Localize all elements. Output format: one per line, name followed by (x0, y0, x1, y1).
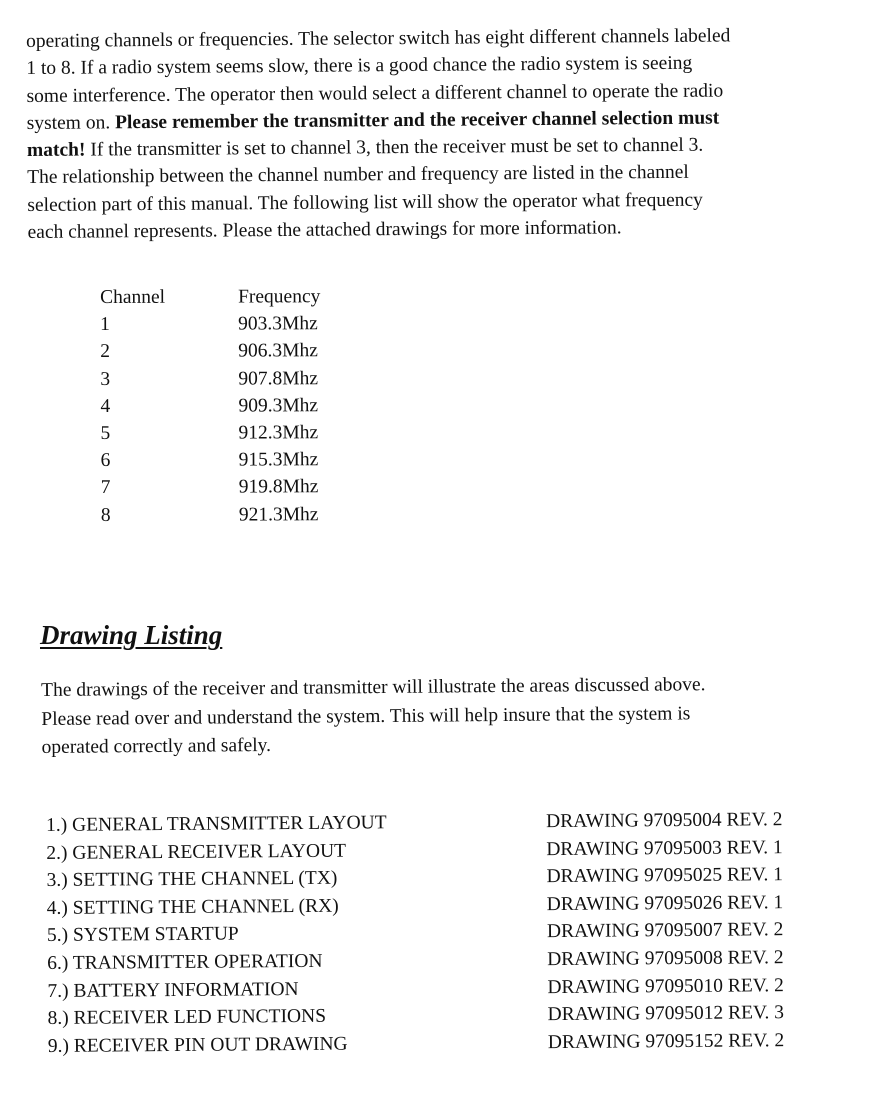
intro-paragraph (26, 21, 858, 246)
table-row (100, 392, 378, 420)
intro-text: system on. (26, 112, 111, 134)
channel-number: 3 (100, 368, 111, 390)
table-row (100, 310, 378, 338)
channel-number: 1 (100, 314, 110, 336)
drawing-number: DRAWING 97095026 REV. 1 (546, 891, 784, 915)
channel-number: 8 (100, 504, 111, 526)
drawing-listing-heading: Drawing Listing (40, 620, 223, 650)
table-header-row (100, 283, 378, 311)
drawing-title: 9.) RECEIVER PIN OUT DRAWING (47, 1033, 348, 1057)
intro-line: selection part of this manual. The following list will show the operator what frequency (27, 189, 703, 216)
drawing-number: DRAWING 97095008 REV. 2 (547, 947, 784, 971)
channel-number: 7 (100, 477, 111, 499)
paragraph-line: The drawings of the receiver and transmitter will illustrate the areas discussed above. (41, 674, 706, 701)
intro-emphasis: match! (26, 139, 86, 162)
channel-number: 2 (100, 341, 111, 363)
drawing-number: DRAWING 97095007 REV. 2 (546, 919, 784, 943)
channel-number: 4 (100, 395, 111, 417)
drawing-title: 7.) BATTERY INFORMATION (47, 978, 299, 1002)
channel-frequency: 909.3Mhz (238, 394, 319, 417)
channel-column-header: Channel (100, 286, 166, 308)
channel-frequency: 907.8Mhz (238, 367, 318, 390)
channel-number: 6 (100, 450, 111, 472)
intro-line: 1 to 8. If a radio system seems slow, there is a good chance the radio system is seeing (26, 53, 693, 80)
drawing-number: DRAWING 97095012 REV. 3 (547, 1002, 785, 1026)
channel-frequency: 915.3Mhz (238, 449, 319, 471)
intro-line: The relationship between the channel number and frequency are listed in the channel (27, 162, 689, 189)
table-row (101, 473, 379, 501)
list-item (48, 1027, 838, 1061)
channel-frequency: 921.3Mhz (238, 503, 319, 526)
paragraph-line: Please read over and understand the system. This will help insure that the system is (41, 702, 691, 730)
drawing-number: DRAWING 97095025 REV. 1 (546, 864, 784, 888)
channel-frequency: 903.3Mhz (238, 313, 318, 335)
intro-text: If the transmitter is set to channel 3, then the receiver must be set to channel 3. (90, 134, 704, 161)
drawing-title: 3.) SETTING THE CHANNEL (TX) (46, 867, 338, 892)
channel-frequency: 906.3Mhz (238, 340, 318, 362)
drawing-title: 8.) RECEIVER LED FUNCTIONS (47, 1005, 327, 1030)
drawing-number: DRAWING 97095152 REV. 2 (547, 1029, 785, 1053)
drawing-number: DRAWING 97095004 REV. 2 (546, 809, 783, 833)
drawing-title: 4.) SETTING THE CHANNEL (RX) (46, 895, 339, 919)
table-row (100, 365, 378, 393)
table-row (100, 337, 378, 365)
intro-line: each channel represents. Please the attached drawings for more information. (27, 217, 622, 244)
drawing-list (46, 806, 838, 1061)
drawing-title: 1.) GENERAL TRANSMITTER LAYOUT (46, 812, 387, 836)
drawing-number: DRAWING 97095010 REV. 2 (547, 974, 784, 998)
channel-frequency: 919.8Mhz (238, 476, 319, 498)
frequency-column-header: Frequency (238, 286, 321, 308)
drawing-title: 2.) GENERAL RECEIVER LAYOUT (46, 840, 347, 864)
intro-line: some interference. The operator then would select a different channel to operate the radio (26, 80, 724, 107)
drawing-listing-paragraph (41, 670, 832, 762)
drawing-number: DRAWING 97095003 REV. 1 (546, 836, 783, 860)
table-row (101, 501, 379, 529)
intro-emphasis: Please remember the transmitter and the receiver channel selection must (114, 107, 720, 134)
intro-line: operating channels or frequencies. The selector switch has eight different channels labeled (26, 25, 731, 52)
drawing-title: 5.) SYSTEM STARTUP (46, 923, 239, 947)
paragraph-line: operated correctly and safely. (41, 734, 272, 758)
channel-frequency: 912.3Mhz (238, 422, 319, 444)
channel-number: 5 (100, 422, 111, 444)
drawing-title: 6.) TRANSMITTER OPERATION (47, 950, 323, 974)
table-row (101, 446, 379, 474)
table-row (100, 419, 378, 447)
channel-frequency-table (100, 283, 379, 529)
